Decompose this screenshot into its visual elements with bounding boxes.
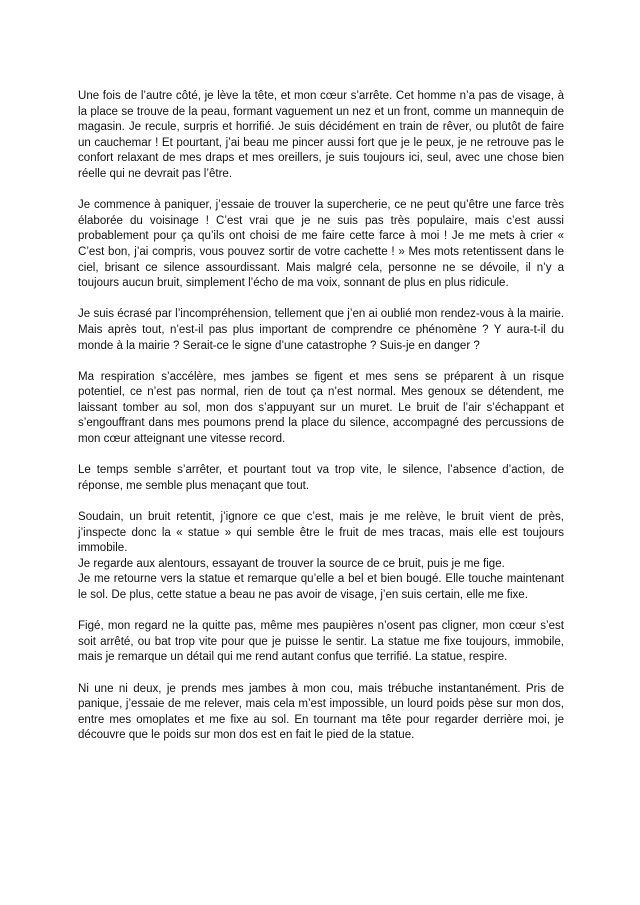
paragraph-6: Soudain, un bruit retentit, j’ignore ce que c’est, mais je me relève, le bruit vient de près, j’inspecte donc la « statue » qui semble être le fruit de mes tracas, mais elle est toujours immobile. xyxy=(78,511,564,555)
document-page xyxy=(78,89,564,760)
paragraph-5: Le temps semble s’arrêter, et pourtant tout va trop vite, le silence, l’absence d’action, de réponse, me semble plus menaçant que tout. xyxy=(78,464,564,492)
paragraph-4: Ma respiration s’accélère, mes jambes se figent et mes sens se préparent à un risque potentiel, ce n’est pas normal, rien de tout ça n’est normal. Mes genoux se détendent, me laissant tomber au sol, mon dos s’appuyant sur un muret. Le bruit de l’air s’échappant et s’engouffrant dans mes poumons prend la place du silence, accompagné des percussions de mon cœur atteignant une vitesse record. xyxy=(78,370,564,446)
paragraph-3: Je suis écrasé par l’incompréhension, tellement que j’en ai oublié mon rendez-vous à la mairie. Mais après tout, n’est-il pas plus important de comprendre ce phénomène ? Y aura-t-il du monde à la mairie ? Serait-ce le signe d’une catastrophe ? Suis-je en danger ? xyxy=(78,308,564,352)
paragraph-2: Je commence à paniquer, j’essaie de trouver la supercherie, ce ne peut qu’être une farce très élaborée du voisinage ! C’est vrai que je ne suis pas très populaire, mais c’est aussi probablement pour ça qu’ils ont choisi de me faire cette farce à moi ! Je me mets à crier « C’est bon, j’ai compris, vous pouvez sortir de votre cachette ! » Mes mots retentissent dans le ciel, brisant ce silence assourdissant. Mais malgré cela, personne ne se dévoile, il n’y a toujours aucun bruit, simplement l’écho de ma voix, sonnant de plus en plus ridicule. xyxy=(78,199,564,290)
paragraph-9: Figé, mon regard ne la quitte pas, même mes paupières n’osent pas cligner, mon cœur s’est soit arrêté, ou bat trop vite pour que je puisse le sentir. La statue me fixe toujours, immobile, mais je remarque un détail qui me rend autant confus que terrifié. La statue, respire. xyxy=(78,620,564,664)
paragraph-1: Une fois de l’autre côté, je lève la tête, et mon cœur s’arrête. Cet homme n’a pas de visage, à la place se trouve de la peau, formant vaguement un nez et un front, comme un mannequin de magasin. Je recule, surpris et horrifié. Je suis décidément en train de rêver, ou plutôt de faire un cauchemar ! Et pourtant, j’ai beau me pincer aussi fort que je le peux, je ne retrouve pas le confort relaxant de mes draps et mes oreillers, je suis toujours ici, seul, avec une chose bien réelle qui ne devrait pas l’être. xyxy=(78,90,564,180)
paragraph-7: Je regarde aux alentours, essayant de trouver la source de ce bruit, puis je me fige. xyxy=(78,557,505,570)
paragraph-8: Je me retourne vers la statue et remarque qu’elle a bel et bien bougé. Elle touche maintenant le sol. De plus, cette statue a beau ne pas avoir de visage, j’en suis certain, elle me fixe. xyxy=(78,573,564,601)
paragraph-10: Ni une ni deux, je prends mes jambes à mon cou, mais trébuche instantanément. Pris de panique, j’essaie de me relever, mais cela m’est impossible, un lourd poids pèse sur mon dos, entre mes omoplates et me fixe au sol. En tournant ma tête pour regarder derrière moi, je découvre que le poids sur mon dos est en fait le pied de la statue. xyxy=(78,682,564,742)
